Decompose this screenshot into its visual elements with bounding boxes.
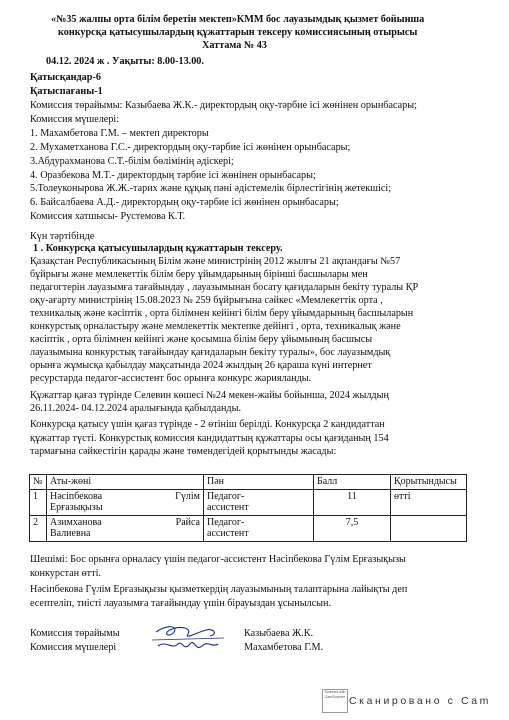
commission-members-title: Комиссия мүшелері:: [30, 114, 120, 125]
signature-member-label: Комиссия мүшелері: [30, 642, 117, 653]
agenda-para1-line-2: бұйрығы және мемлекеттік білім беру ұйымдарының бірінші басшылары мен: [30, 269, 368, 280]
row-result: [391, 515, 467, 541]
row-subject: [204, 515, 314, 541]
row-score: 7,5: [314, 515, 391, 541]
row-name-patronymic: Ерғазықызы: [50, 502, 103, 513]
agenda-para1-line-4: оқу-ағарту министрінің 15.08.2023 № 259 бұйрығына сәйкес «Мемлекеттік орта ,: [30, 295, 383, 306]
agenda-para1-line-9: орынға жұмысқа қабылдау мақсатында 2024 жылдың 26 қараша күні интернет: [30, 360, 372, 371]
row-subject-line-2: ассистент: [207, 502, 249, 513]
row-name: [47, 515, 204, 541]
agenda-para1-line-3: педагогтерін лауазымға тағайындау , лауазымынан босату қағидаларын бекіту туралы ҚР: [30, 282, 419, 293]
agenda-para2-line-1: Құжаттар қағаз түрінде Селевин көшесі №24 мекен-жайы бойынша, 2024 жылдың: [30, 390, 389, 401]
row-name-given: Гүлім: [175, 490, 200, 502]
meeting-date-time: 04.12. 2024 ж . Уақыты: 8.00-13.00.: [46, 56, 204, 67]
row-num: 1: [30, 489, 47, 515]
commission-member-1: 1. Махамбетова Г.М. – мектеп директоры: [30, 128, 209, 139]
row-subject-line-1: Педагог-: [207, 490, 245, 502]
agenda-para3-line-3: тармағына сәйкестігін қарады және төмендегідей қорытынды жасады:: [30, 446, 337, 457]
signature-chair-label: Комиссия төрайымы: [30, 628, 120, 639]
agenda-para1-line-8: лауазымына конкурстық тағайындау қағидаларын бекіту туралы», бос лауазымдық: [30, 347, 391, 358]
agenda-para1-line-7: кәсіптік , орта білімнен кейінгі және қосымша білім беру ұйымының басшысы: [30, 334, 373, 345]
attendance-absent: Қатыспағаны-1: [30, 86, 103, 97]
agenda-para2-line-2: 26.11.2024- 04.12.2024 аралығында қабылданды.: [30, 403, 241, 414]
handwritten-signature-icon: [148, 622, 228, 658]
row-name: [47, 489, 204, 515]
row-subject-line-2: ассистент: [207, 528, 249, 539]
row-name-given: Райса: [175, 516, 200, 528]
commission-secretary: Комиссия хатшысы- Рустемова К.Т.: [30, 211, 186, 222]
agenda-para1-line-1: Қазақстан Республикасының Білім және министрінің 2012 жылғы 21 ақпандағы №57: [30, 256, 401, 267]
row-num: 2: [30, 515, 47, 541]
scan-watermark: Сканировано с Cam: [349, 695, 491, 707]
row-subject-line-1: Педагог-: [207, 516, 245, 528]
header-name: Аты-жөні: [47, 475, 204, 490]
agenda-item-1: 1 . Конкурсқа қатысушылардың құжаттарын тексеру.: [33, 243, 283, 254]
header-result: Қорытындысы: [391, 475, 467, 490]
header-line-2: конкурсқа қатысушылардың құжаттарын тексеру комиссиясының отырысы: [58, 27, 418, 38]
commission-member-3: 3.Абдурахманова С.Т.-білім бөлімінің әдіскері;: [30, 156, 234, 167]
decision-line-3: Нәсіпбекова Гүлім Ерғазықызы қызметкердің лауазымының талаптарына лайықты деп: [30, 584, 408, 595]
protocol-number: Хаттама № 43: [202, 40, 267, 51]
camscanner-logo-icon: Scanned with CamScanner: [322, 689, 348, 713]
commission-member-4: 4. Оразбекова М.Т.- директордың тәрбие ісі жөнінен орынбасары;: [30, 170, 316, 181]
agenda-para3-line-2: құжаттар түсті. Конкурстық комиссия кандидаттың құжаттары осы қағиданың 154: [30, 433, 389, 444]
table-row: [30, 489, 467, 515]
row-name-patronymic: Валиевна: [50, 528, 91, 539]
signature-chair-name: Казыбаева Ж.К.: [244, 628, 314, 639]
agenda-para1-line-10: ресурстарда педагог-ассистент бос орынға конкурс жарияланды.: [30, 373, 312, 384]
row-score: 11: [314, 489, 391, 515]
commission-member-6: 6. Байсалбаева А.Д.- директордың оқу-тәрбие ісі жөнінен орынбасары;: [30, 197, 339, 208]
table-header-row: [30, 475, 467, 490]
decision-line-2: конкурстан өтті.: [30, 568, 101, 579]
agenda-para1-line-5: техникалық және кәсіптік , орта білімнен кейінгі білім беру ұйымдарының басшыларын: [30, 308, 414, 319]
row-name-surname: Азимханова: [50, 516, 102, 528]
decision-line-1: Шешімі: Бос орынға орналасу үшін педагог-ассистент Нәсіпбекова Гүлім Ерғазықызы: [30, 554, 406, 565]
header-line-1: «№35 жалпы орта білім беретін мектеп»КММ бос лауазымдық қызмет бойынша: [51, 14, 425, 25]
agenda-para1-line-6: конкурстық орналастыру және мемлекеттік мектепке дейінгі , орта, техникалық және: [30, 321, 401, 332]
commission-chair: Комиссия төрайымы: Казыбаева Ж.К.- директордың оқу-тәрбие ісі жөнінен орынбасары;: [30, 100, 417, 111]
results-table: [29, 474, 467, 542]
signature-member-name: Махамбетова Г.М.: [244, 642, 324, 653]
agenda-title: Күн тәртібінде: [30, 231, 95, 242]
decision-line-4: есептеліп, тиісті лауазымға тағайындау үшін бірауыздан ұсынылсын.: [30, 598, 331, 609]
header-num: №: [30, 475, 47, 490]
row-name-surname: Нәсіпбекова: [50, 490, 103, 502]
agenda-para3-line-1: Конкурсқа қатысу үшін қағаз түрінде - 2 өтініш берілді. Конкурсқа 2 кандидаттан: [30, 419, 385, 430]
header-subject: Пән: [204, 475, 314, 490]
commission-member-5: 5.Толеуконырова Ж.Ж.-тарих және құқық пәні әдістемелік бірлестігінің жетекшісі;: [30, 183, 392, 194]
attendance-present: Қатысқандар-6: [30, 72, 101, 83]
header-score: Балл: [314, 475, 391, 490]
row-subject: [204, 489, 314, 515]
row-result: өтті: [391, 489, 467, 515]
table-row: [30, 515, 467, 541]
commission-member-2: 2. Мухаметханова Г.С.- директордың оқу-тәрбие ісі жөнінен орынбасары;: [30, 142, 351, 153]
